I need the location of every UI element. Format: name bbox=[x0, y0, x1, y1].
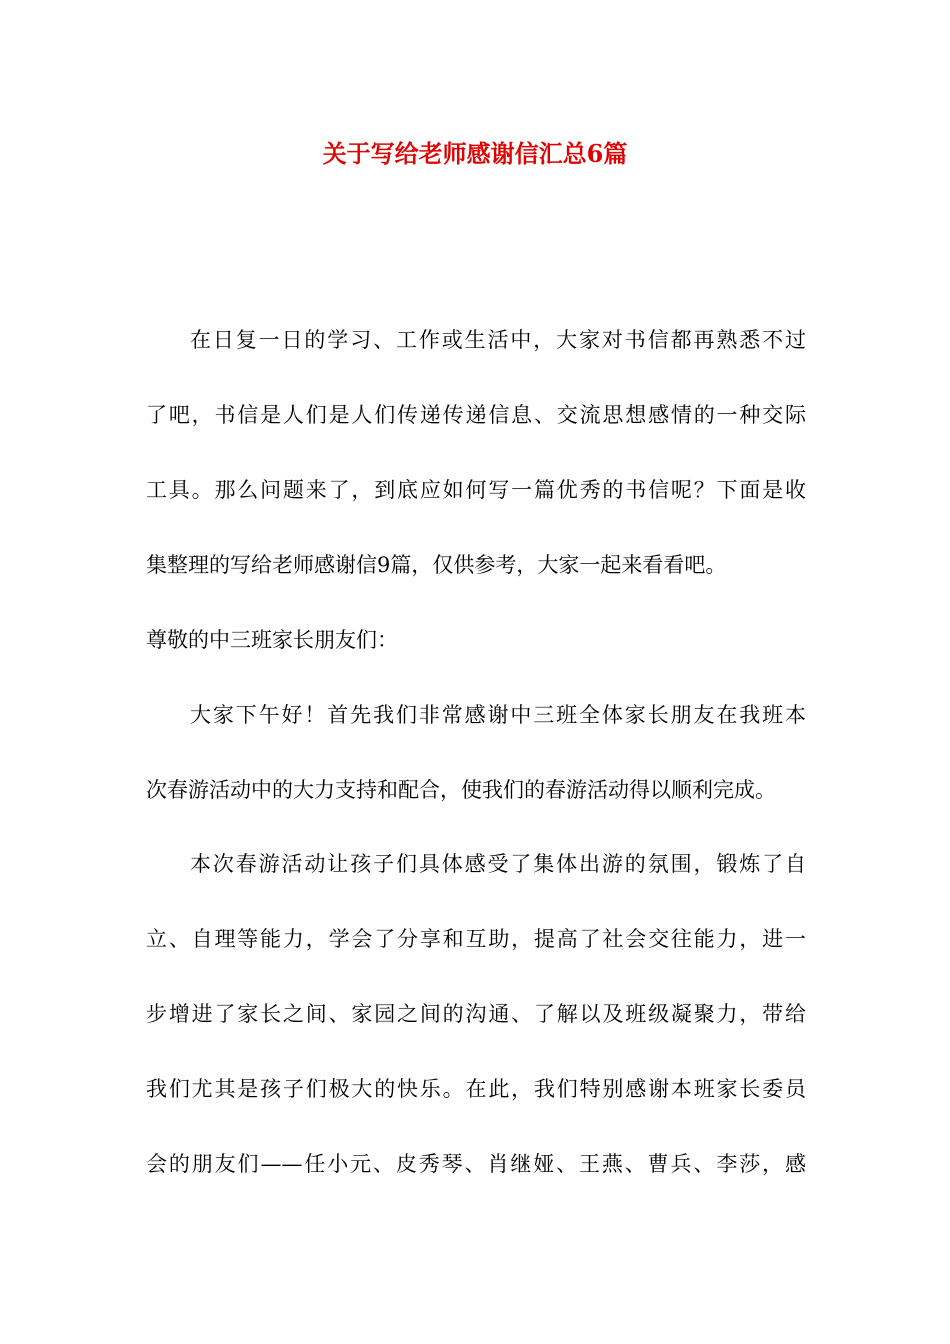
salutation-line: 尊敬的中三班家长朋友们： bbox=[146, 628, 398, 652]
paragraph-line: 我们尤其是孩子们极大的快乐。在此，我们特别感谢本班家长委员 bbox=[146, 1077, 806, 1101]
paragraph-line: 本次春游活动让孩子们具体感受了集体出游的氛围，锻炼了自 bbox=[190, 852, 806, 876]
paragraph-line: 会的朋友们——任小元、皮秀琴、肖继娅、王燕、曹兵、李莎，感 bbox=[146, 1152, 806, 1176]
paragraph-line: 立、自理等能力，学会了分享和互助，提高了社会交往能力，进一 bbox=[146, 927, 806, 951]
paragraph-line: 次春游活动中的大力支持和配合，使我们的春游活动得以顺利完成。 bbox=[146, 778, 776, 802]
paragraph-line: 大家下午好！首先我们非常感谢中三班全体家长朋友在我班本 bbox=[190, 703, 806, 727]
paragraph-line: 步增进了家长之间、家园之间的沟通、了解以及班级凝聚力，带给 bbox=[146, 1002, 806, 1026]
paragraph-line: 工具。那么问题来了，到底应如何写一篇优秀的书信呢？下面是收 bbox=[146, 478, 806, 502]
document-title: 关于写给老师感谢信汇总6篇 bbox=[322, 139, 628, 168]
paragraph-line: 集整理的写给老师感谢信9篇，仅供参考，大家一起来看看吧。 bbox=[146, 553, 727, 577]
paragraph-line: 了吧，书信是人们是人们传递传递信息、交流思想感情的一种交际 bbox=[146, 403, 806, 427]
paragraph-line: 在日复一日的学习、工作或生活中，大家对书信都再熟悉不过 bbox=[190, 328, 806, 352]
